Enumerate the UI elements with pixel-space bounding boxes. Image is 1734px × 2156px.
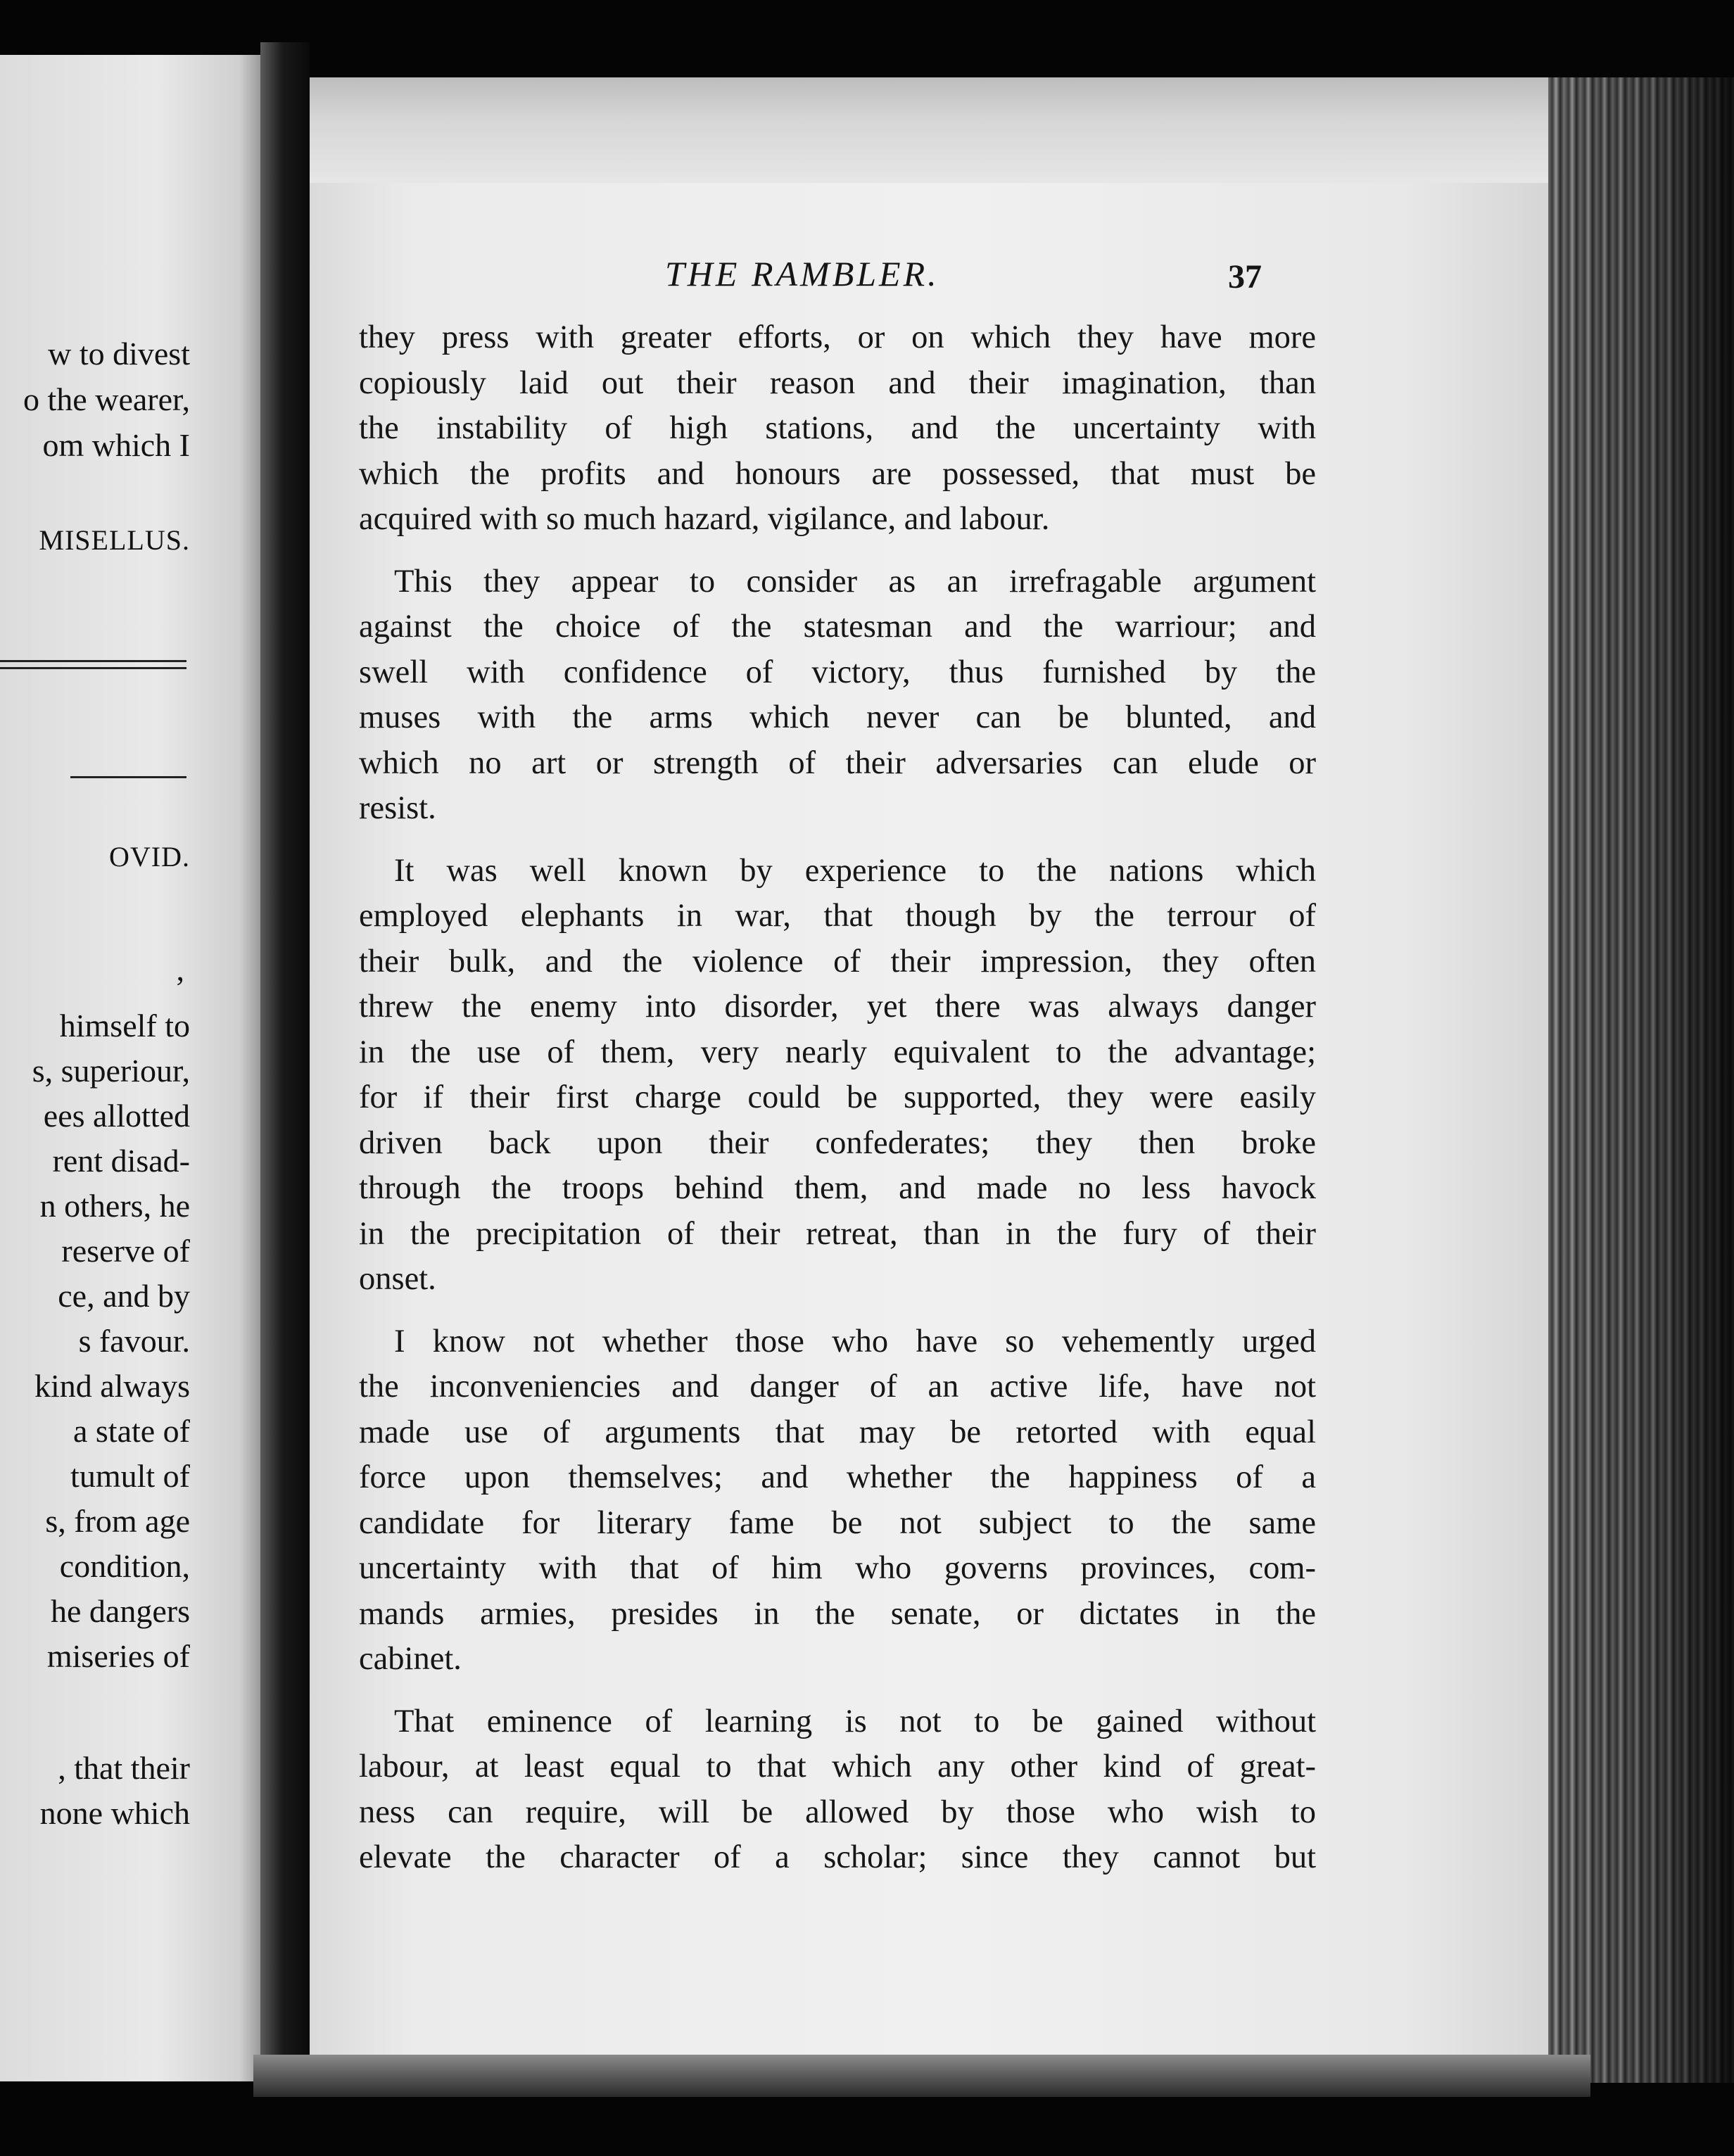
page-block-edges	[1548, 77, 1734, 2083]
text-line: acquired with so much hazard, vigilance, and labour.	[359, 501, 1050, 537]
left-signature-misellus: MISELLUS.	[39, 524, 190, 556]
left-line: w to divest	[48, 336, 190, 372]
left-line: s, superiour,	[32, 1053, 190, 1089]
right-page	[310, 77, 1597, 2062]
left-line: rent disad-	[52, 1143, 190, 1179]
left-line: om which I	[42, 427, 190, 463]
torn-top-edge	[310, 77, 1597, 183]
text-line: uncertainty with that of him who governs provinces, com-	[359, 1550, 1316, 1586]
paragraph	[359, 1699, 1316, 1881]
text-line: resist.	[359, 790, 436, 826]
text-line: in the precipitation of their retreat, than in the fury of their	[359, 1215, 1316, 1252]
paragraph	[359, 315, 1316, 543]
page-bottom-shadow	[253, 2055, 1590, 2097]
left-line: none which	[39, 1795, 190, 1831]
text-line: force upon themselves; and whether the happiness of a	[359, 1459, 1316, 1495]
page-number: 37	[1228, 258, 1262, 296]
text-line: onset.	[359, 1261, 436, 1297]
text-line: elevate the character of a scholar; since they cannot but	[359, 1839, 1316, 1875]
paragraph	[359, 559, 1316, 832]
text-line: mands armies, presides in the senate, or dictates in the	[359, 1595, 1316, 1632]
left-line: ees allotted	[43, 1098, 190, 1134]
text-line: driven back upon their confederates; they then broke	[359, 1124, 1316, 1161]
left-line: s, from age	[45, 1503, 190, 1539]
text-line: cabinet.	[359, 1641, 462, 1677]
text-line: through the troops behind them, and made no less havock	[359, 1170, 1316, 1206]
section-divider-rule	[0, 660, 186, 662]
text-line: their bulk, and the violence of their impression, they often	[359, 943, 1316, 979]
text-line: which the profits and honours are possessed, that must be	[359, 455, 1316, 492]
left-line: himself to	[59, 1008, 190, 1044]
text-line: employed elephants in war, that though by the terrour of	[359, 898, 1316, 934]
left-line: , that their	[58, 1750, 190, 1786]
section-divider-rule	[0, 667, 186, 669]
left-line: reserve of	[61, 1233, 190, 1269]
text-line: for if their first charge could be supported, they were easily	[359, 1079, 1316, 1115]
text-line: That eminence of learning is not to be gained without	[394, 1703, 1316, 1739]
text-line: against the choice of the statesman and the warriour; and	[359, 609, 1316, 645]
text-line: they press with greater efforts, or on which they have more	[359, 319, 1316, 355]
text-line: the instability of high stations, and the uncertainty with	[359, 410, 1316, 446]
left-page	[0, 55, 260, 2081]
left-line: tumult of	[70, 1458, 190, 1494]
text-line: the inconveniencies and danger of an active life, have not	[359, 1369, 1316, 1404]
text-line: which no art or strength of their adversaries can elude or	[359, 744, 1316, 781]
left-line: kind always	[34, 1368, 190, 1404]
text-line: swell with confidence of victory, thus furnished by the	[359, 654, 1316, 690]
text-line: ness can require, will be allowed by those who wish to	[359, 1794, 1316, 1830]
left-line: ce, and by	[58, 1278, 190, 1314]
left-line: he dangers	[51, 1593, 190, 1629]
left-line: a state of	[72, 1413, 190, 1449]
text-line: It was well known by experience to the nations which	[394, 852, 1316, 889]
text-line: This they appear to consider as an irrefragable argument	[394, 563, 1316, 600]
left-line: condition,	[59, 1548, 190, 1584]
text-line: muses with the arms which never can be blunted, and	[359, 699, 1316, 735]
text-line: candidate for literary fame be not subject to the same	[359, 1504, 1316, 1541]
text-line: copiously laid out their reason and their imagination, than	[359, 364, 1316, 401]
page-header	[310, 253, 1597, 296]
paragraph	[359, 1319, 1316, 1682]
left-line: n others, he	[39, 1188, 190, 1224]
left-line: s favour.	[78, 1323, 190, 1359]
section-divider-rule	[70, 776, 186, 778]
page-body	[359, 315, 1316, 1898]
left-signature-ovid: OVID.	[109, 841, 190, 873]
text-line: threw the enemy into disorder, yet there was always danger	[359, 989, 1316, 1025]
text-line: in the use of them, very nearly equivalent to the advantage;	[359, 1034, 1316, 1070]
book-gutter	[260, 42, 310, 2083]
left-line: ,	[176, 951, 184, 987]
paragraph	[359, 849, 1316, 1302]
text-line: I know not whether those who have so vehemently urged	[394, 1323, 1316, 1359]
text-line: labour, at least equal to that which any other kind of great-	[359, 1749, 1316, 1784]
left-line: miseries of	[46, 1638, 190, 1674]
running-title: THE RAMBLER.	[665, 254, 939, 293]
text-line: made use of arguments that may be retorted with equal	[359, 1414, 1316, 1450]
left-line: o the wearer,	[23, 381, 190, 417]
